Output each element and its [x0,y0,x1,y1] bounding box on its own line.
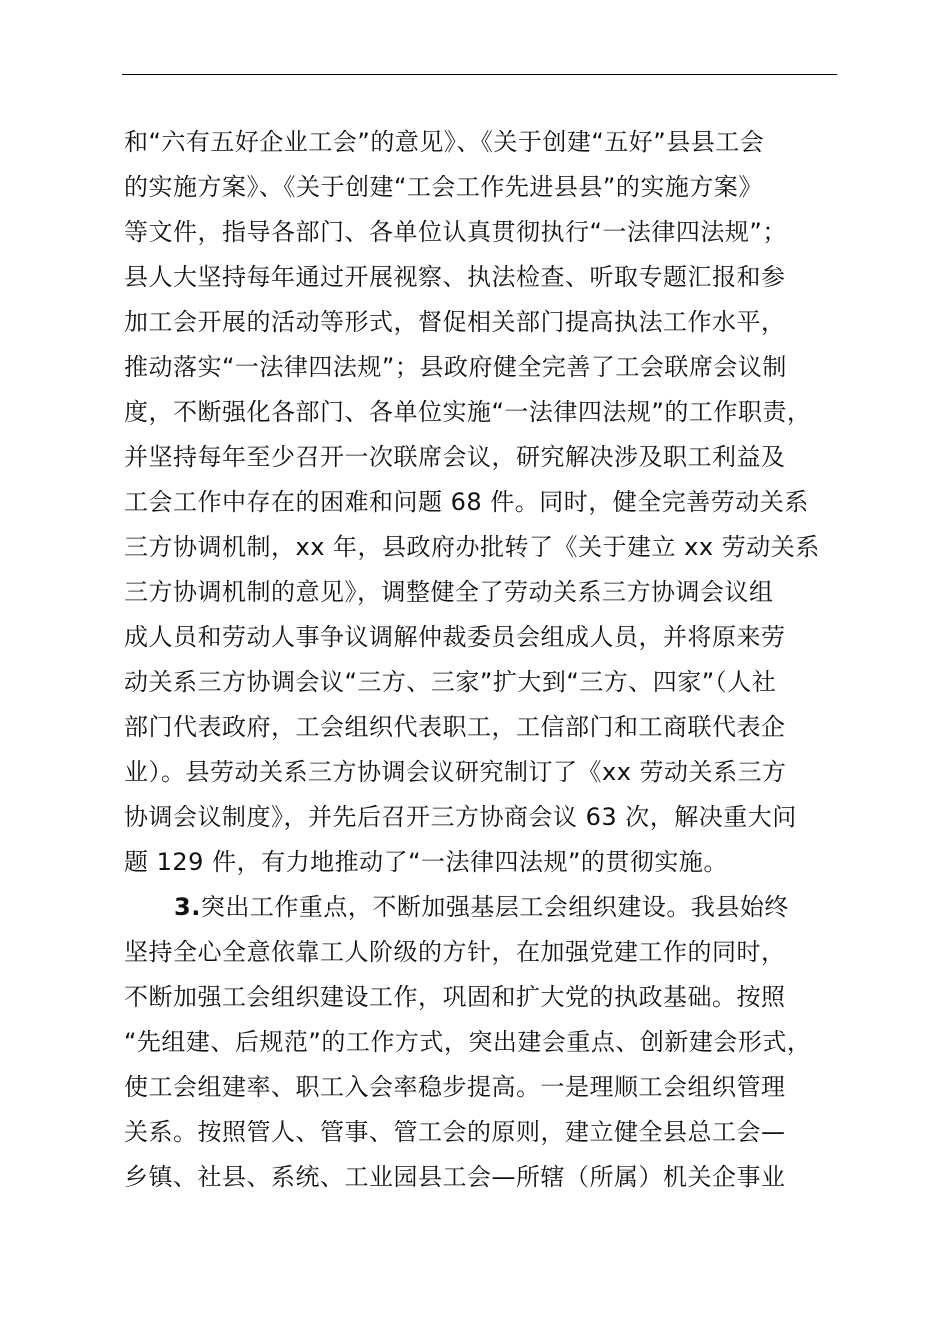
text-line: 不断加强工会组织建设工作，巩固和扩大党的执政基础。按照 [124,983,786,1011]
text-line: 动关系三方协调会议“三方、三家”扩大到“三方、四家”（人社 [124,668,777,696]
section-3-heading-line [124,885,864,930]
text-line: 和“六有五好企业工会”的意见》、《关于创建“五好”县县工会 [124,128,765,156]
text-line: 推动落实“一法律四法规”；县政府健全完善了工会联席会议制 [124,353,787,381]
text-line: 三方协调机制，xx 年，县政府办批转了《关于建立 xx 劳动关系 [124,533,820,561]
text-line: 三方协调机制的意见》，调整健全了劳动关系三方协调会议组 [124,578,774,606]
header-rule [122,74,837,75]
section-number: 3. [174,893,201,921]
text-line: 坚持全心全意依靠工人阶级的方针，在加强党建工作的同时， [124,938,786,966]
text-line: 工会工作中存在的困难和问题 68 件。同时，健全完善劳动关系 [124,488,809,516]
text-line: 县人大坚持每年通过开展视察、执法检查、听取专题汇报和参 [124,263,786,291]
text-line: 的实施方案》、《关于创建“工会工作先进县县”的实施方案》 [124,173,763,201]
text-line: 题 129 件，有力地推动了“一法律四法规”的贯彻实施。 [124,848,728,876]
section-3-first-line: 突出工作重点，不断加强基层工会组织建设。我县始终 [200,893,789,921]
document-body [124,120,864,1200]
text-line: 业）。县劳动关系三方协调会议研究制订了《xx 劳动关系三方 [124,758,787,786]
text-line: 成人员和劳动人事争议调解仲裁委员会组成人员，并将原来劳 [124,623,786,651]
text-line: 并坚持每年至少召开一次联席会议，研究解决涉及职工利益及 [124,443,786,471]
text-line: 加工会开展的活动等形式，督促相关部门提高执法工作水平， [124,308,786,336]
text-line: 部门代表政府，工会组织代表职工，工信部门和工商联代表企 [124,713,786,741]
text-line: “先组建、后规范”的工作方式，突出建会重点、创新建会形式， [124,1028,812,1056]
text-line: 度，不断强化各部门、各单位实施“一法律四法规”的工作职责， [124,398,812,426]
text-line: 乡镇、社县、系统、工业园县工会—所辖（所属）机关企事业 [124,1163,786,1191]
text-line: 关系。按照管人、管事、管工会的原则，建立健全县总工会— [124,1118,786,1146]
text-line: 使工会组建率、职工入会率稳步提高。一是理顺工会组织管理 [124,1073,786,1101]
text-line: 等文件，指导各部门、各单位认真贯彻执行“一法律四法规”； [124,218,787,246]
text-line: 协调会议制度》，并先后召开三方协商会议 63 次，解决重大问 [124,803,797,831]
